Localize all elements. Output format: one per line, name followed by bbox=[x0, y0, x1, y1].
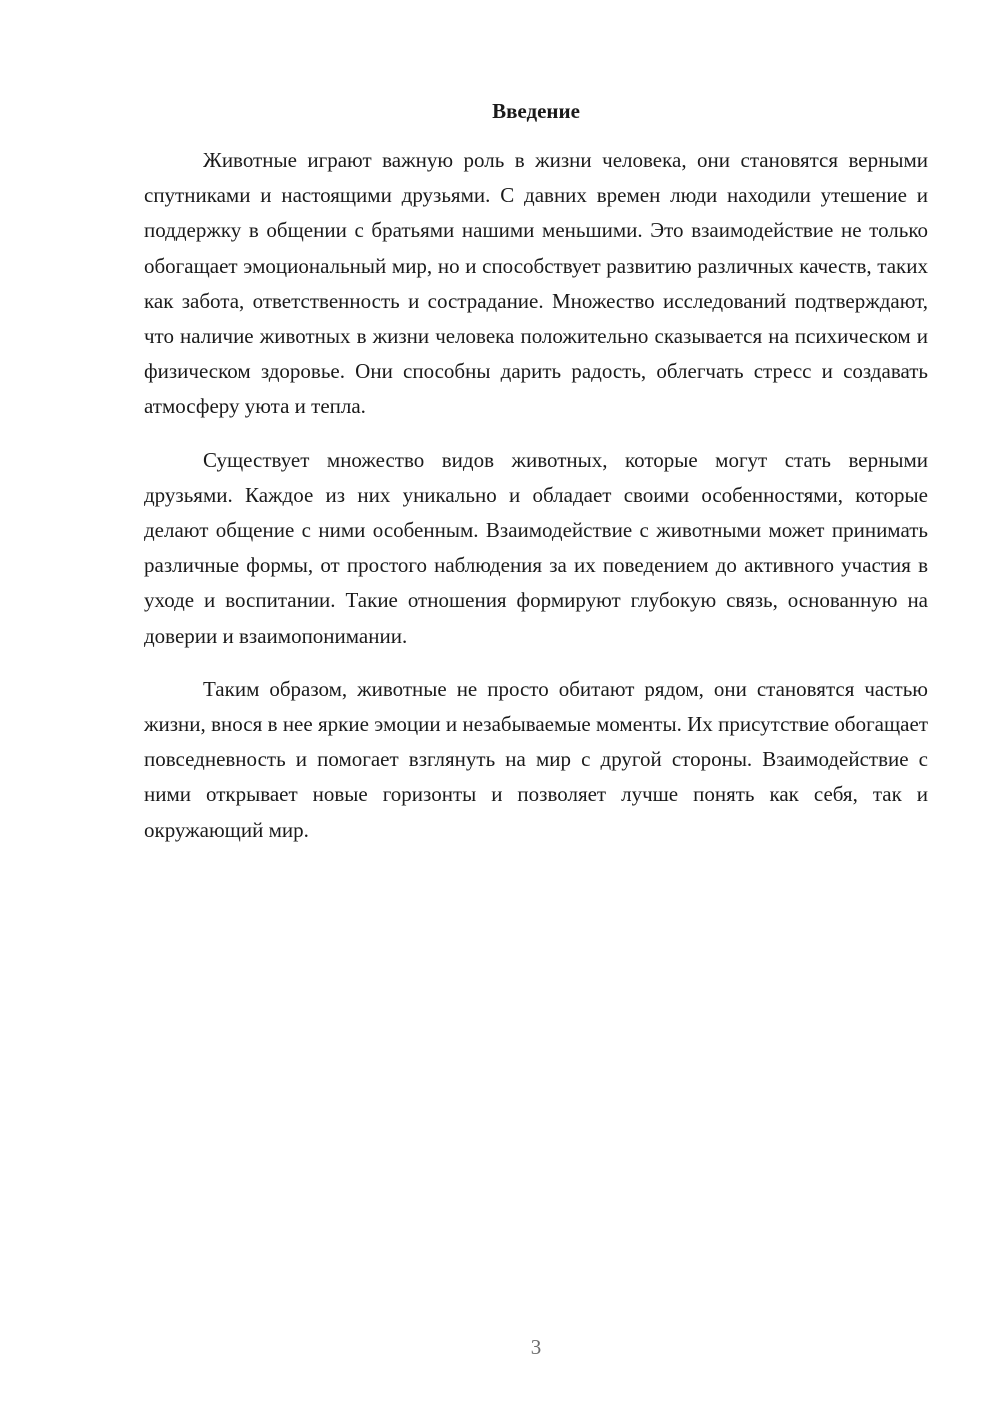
section-heading: Введение bbox=[492, 99, 580, 123]
page-number: 3 bbox=[530, 1335, 542, 1359]
body-text bbox=[144, 143, 928, 866]
paragraph-3: Таким образом, животные не просто обитают рядом, они становятся частью жизни, внося в нее яркие эмоции и незабываемые моменты. Их присутствие обогащает повседневность и помогает взглянуть на мир с другой стороны. Взаимодействие с ними открывает новые горизонты и позволяет лучше понять как себя, так и окружающий мир. bbox=[144, 676, 928, 842]
paragraph-2: Существует множество видов животных, которые могут стать верными друзьями. Каждое из них уникально и обладает своими особенностями, которые делают общение с ними особенным. Взаимодействие с животными может принимать различные формы, от простого наблюдения за их поведением до активного участия в уходе и воспитании. Такие отношения формируют глубокую связь, основанную на доверии и взаимопонимании. bbox=[144, 447, 928, 648]
paragraph-1: Животные играют важную роль в жизни человека, они становятся верными спутниками и настоящими друзьями. С давних времен люди находили утешение и поддержку в общении с братьями нашими меньшими. Это взаимодействие не только обогащает эмоциональный мир, но и способствует развитию различных качеств, таких как забота, ответственность и сострадание. Множество исследований подтверждают, что наличие животных в жизни человека положительно сказывается на психическом и физическом здоровье. Они способны дарить радость, облегчать стресс и создавать атмосферу уюта и тепла. bbox=[144, 148, 928, 419]
